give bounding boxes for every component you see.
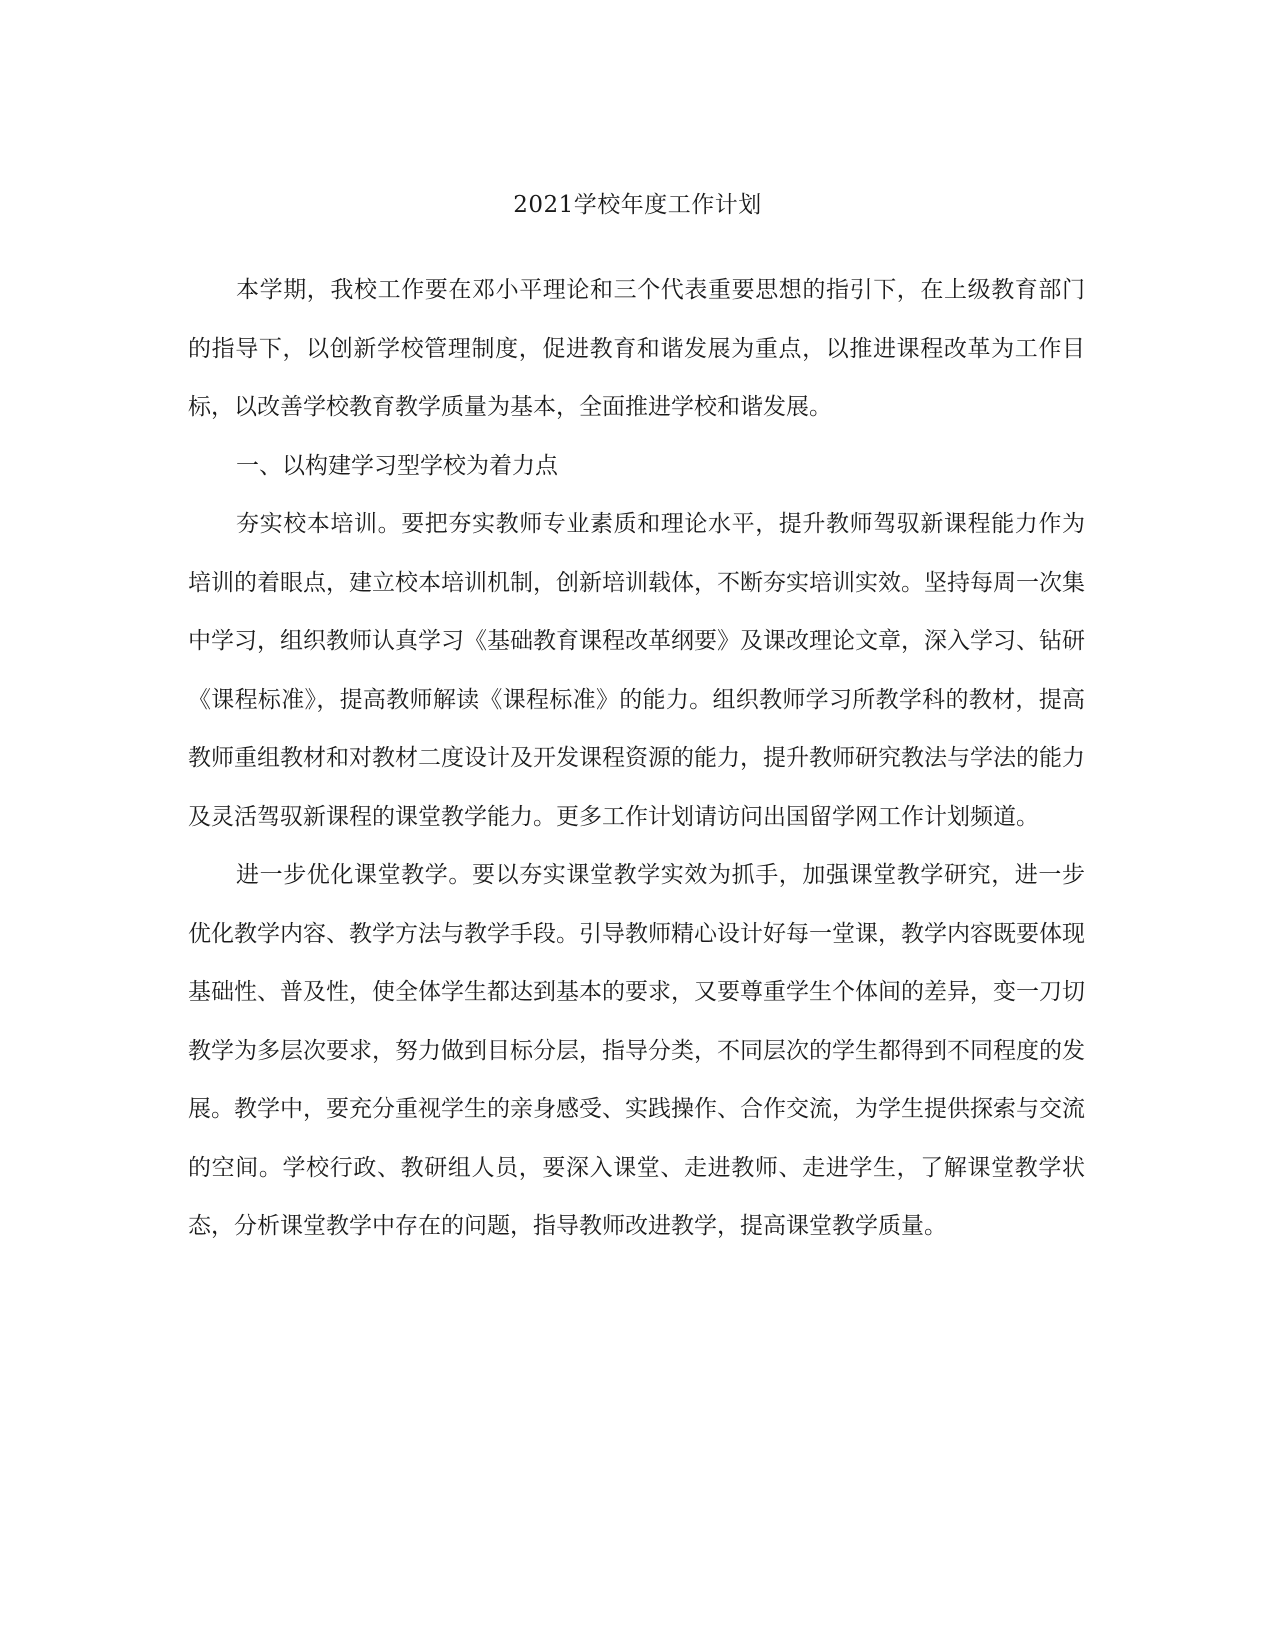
section-heading: 一、以构建学习型学校为着力点 <box>236 452 558 479</box>
paragraph-training: 夯实校本培训。要把夯实教师专业素质和理论水平，提升教师驾驭新课程能力作为培训的着眼点，建立校本培训机制，创新培训载体，不断夯实培训实效。坚持每周一次集中学习，组织教师认真学习《基础教育课程改革纲要》及课改理论文章，深入学习、钻研《课程标准》，提高教师解读《课程标准》的能力。组织教师学习所教学科的教材，提高教师重组教材和对教材二度设计及开发课程资源的能力，提升教师研究教法与学法的能力及灵活驾驭新课程的课堂教学能力。更多工作计划请访问出国留学网工作计划频道。 <box>188 511 1085 830</box>
paragraph-intro: 本学期，我校工作要在邓小平理论和三个代表重要思想的指引下，在上级教育部门的指导下，以创新学校管理制度，促进教育和谐发展为重点，以推进课程改革为工作目标，以改善学校教育教学质量为基本，全面推进学校和谐发展。 <box>188 277 1085 420</box>
document-body <box>188 261 1085 1256</box>
document-title: 2021学校年度工作计划 <box>513 192 762 218</box>
paragraph-classroom: 进一步优化课堂教学。要以夯实课堂教学实效为抓手，加强课堂教学研究，进一步优化教学内容、教学方法与教学手段。引导教师精心设计好每一堂课，教学内容既要体现基础性、普及性，使全体学生都达到基本的要求，又要尊重学生个体间的差异，变一刀切教学为多层次要求，努力做到目标分层，指导分类，不同层次的学生都得到不同程度的发展。教学中，要充分重视学生的亲身感受、实践操作、合作交流，为学生提供探索与交流的空间。学校行政、教研组人员，要深入课堂、走进教师、走进学生，了解课堂教学状态，分析课堂教学中存在的问题，指导教师改进教学，提高课堂教学质量。 <box>188 862 1085 1239</box>
